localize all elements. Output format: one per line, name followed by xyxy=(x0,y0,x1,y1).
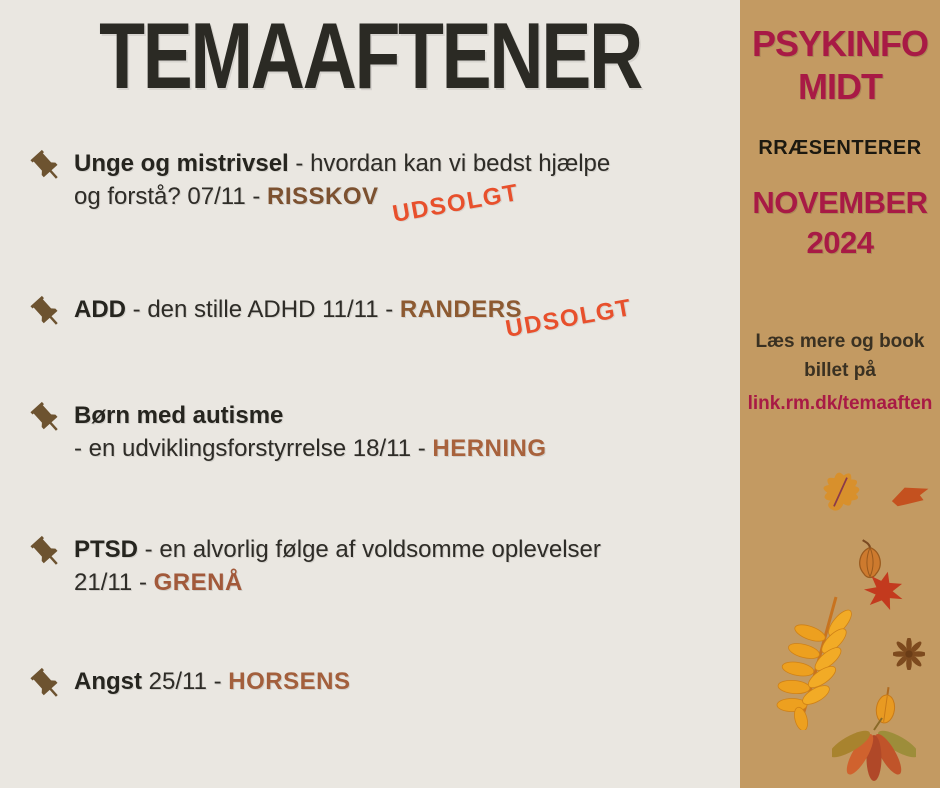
event-topic: ADD xyxy=(74,296,126,323)
event-text xyxy=(74,400,547,465)
month-line1: NOVEMBER xyxy=(752,185,928,220)
event-item xyxy=(28,666,700,703)
event-city: HORSENS xyxy=(228,668,351,695)
event-topic: Unge og mistrivsel xyxy=(74,150,289,177)
event-desc: 21/11 - xyxy=(74,568,154,596)
pushpin-icon xyxy=(28,294,66,331)
booking-link[interactable]: link.rm.dk/temaaften xyxy=(747,393,933,414)
pushpin-icon xyxy=(28,534,66,571)
pushpin-icon xyxy=(28,666,66,703)
star-anise-icon xyxy=(893,638,925,670)
event-item xyxy=(28,400,700,465)
event-topic: Børn med autisme xyxy=(74,402,284,429)
event-desc: - den stille ADHD 11/11 - xyxy=(126,296,400,323)
event-item xyxy=(28,148,700,228)
cta-line1: Læs mere og book xyxy=(755,331,925,352)
poster-title: TEMAAFTENER xyxy=(99,3,641,108)
rowan-leaf-icon xyxy=(774,592,860,730)
torn-red-leaf-icon xyxy=(888,479,932,512)
creeper-leaf-icon xyxy=(832,714,916,788)
event-city: GRENÅ xyxy=(153,568,243,596)
month-label xyxy=(740,183,940,264)
event-topic: Angst xyxy=(74,668,142,695)
brand xyxy=(740,22,940,108)
event-text xyxy=(74,294,522,327)
maple-leaf-icon xyxy=(856,565,911,617)
event-desc: og forstå? 07/11 - xyxy=(74,182,268,210)
pushpin-icon xyxy=(28,148,66,185)
event-city: HERNING xyxy=(432,434,547,462)
event-city: RISSKOV xyxy=(267,182,379,210)
oak-leaf-icon xyxy=(810,458,875,523)
month-line2: 2024 xyxy=(806,225,874,261)
cta-line2: billet på xyxy=(804,359,876,381)
sidebar xyxy=(740,0,940,788)
event-desc: - hvordan kan vi bedst hjælpe xyxy=(288,150,611,177)
event-city: RANDERS xyxy=(399,296,523,323)
cta-text xyxy=(740,328,940,419)
event-text xyxy=(74,534,601,599)
event-text xyxy=(74,148,610,213)
pushpin-icon xyxy=(28,400,66,437)
soldout-stamp: UDSOLGT xyxy=(390,179,522,228)
event-text xyxy=(74,666,350,699)
soldout-stamp: UDSOLGT xyxy=(503,294,635,343)
presents-label: RRÆSENTERER xyxy=(758,137,922,159)
event-topic: PTSD xyxy=(74,536,139,563)
event-item xyxy=(28,534,700,599)
event-item xyxy=(28,294,700,343)
brand-line1: PSYKINFO xyxy=(751,23,929,64)
event-desc: - en alvorlig følge af voldsomme oplevelser xyxy=(138,536,601,563)
event-desc: 25/11 - xyxy=(142,668,229,695)
event-desc: - en udviklingsforstyrrelse 18/11 - xyxy=(74,434,433,462)
brand-line2: MIDT xyxy=(798,66,882,108)
